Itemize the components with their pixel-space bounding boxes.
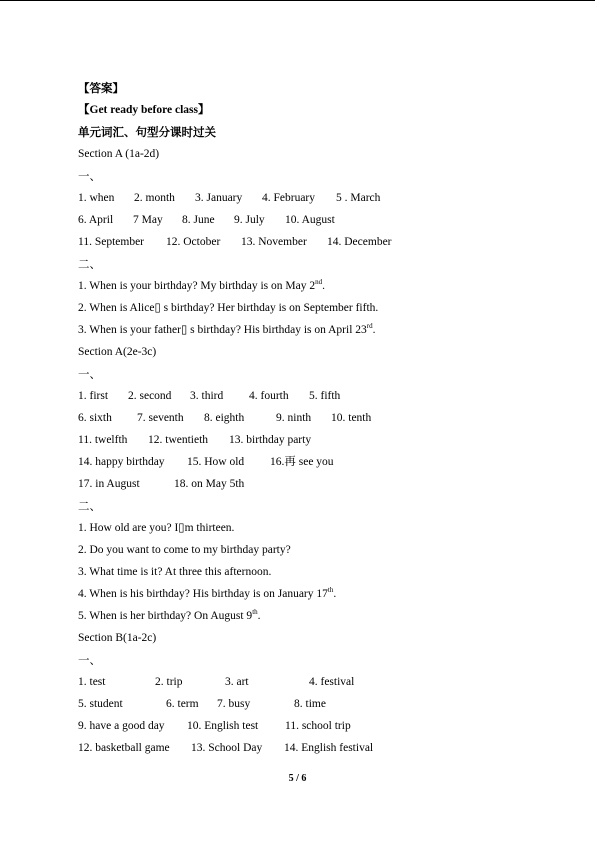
word-item: 11. school trip: [285, 720, 351, 732]
word-item: 5. student: [78, 698, 123, 710]
sentence: 2. Do you want to come to my birthday party?: [78, 544, 291, 556]
word-item: 13. birthday party: [229, 434, 312, 446]
word-item: 3. third: [190, 390, 224, 402]
word-item: 5. fifth: [309, 390, 341, 402]
word-item: 13. School Day: [191, 742, 263, 754]
word-item: 10. English test: [187, 720, 259, 732]
word-item: 3. January: [195, 192, 243, 204]
section-b1-part1-label: 一、: [78, 653, 101, 667]
sentence: 3. What time is it? At three this afternoon.: [78, 566, 272, 578]
subtitle: 单元词汇、句型分课时过关: [78, 125, 216, 139]
word-item: 1. test: [78, 676, 106, 688]
section-b1-title: Section B(1a-2c): [78, 632, 157, 644]
page-number: 5 / 6: [288, 773, 307, 784]
sentence: 1. When is your birthday? My birthday is on May 2nd.: [78, 278, 325, 292]
word-item: 18. on May 5th: [174, 478, 245, 490]
word-item: 12. twentieth: [148, 434, 209, 446]
sentence: 1. How old are you? I▯m thirteen.: [78, 522, 235, 534]
word-item: 6. term: [166, 698, 199, 710]
section-a1-title: Section A (1a-2d): [78, 148, 160, 160]
word-item: 4. February: [262, 192, 316, 204]
word-item: 2. second: [128, 390, 172, 402]
word-item: 4. festival: [309, 676, 355, 688]
word-item: 16.再 see you: [270, 456, 334, 468]
answer-title: 【答案】: [78, 81, 124, 95]
word-item: 12. October: [166, 236, 221, 248]
word-item: 12. basketball game: [78, 742, 170, 754]
word-item: 11. twelfth: [78, 434, 128, 446]
word-item: 9. ninth: [276, 412, 312, 424]
section-title: 【Get ready before class】: [78, 104, 210, 116]
word-item: 1. when: [78, 192, 115, 204]
word-item: 1. first: [78, 390, 109, 402]
word-item: 8. June: [182, 214, 215, 226]
word-item: 9. have a good day: [78, 720, 165, 732]
word-item: 8. time: [294, 698, 326, 710]
top-rule: [0, 0, 595, 1]
word-item: 14. English festival: [284, 742, 374, 754]
word-item: 15. How old: [187, 456, 245, 468]
sentence: 4. When is his birthday? His birthday is on January 17th.: [78, 586, 337, 600]
section-a2-part1-label: 一、: [78, 367, 101, 381]
word-item: 13. November: [241, 236, 307, 248]
section-a1-part2-label: 二、: [78, 257, 101, 271]
sentence: 2. When is Alice▯ s birthday? Her birthday is on September fifth.: [78, 302, 379, 314]
sentence: 5. When is her birthday? On August 9th.: [78, 608, 261, 622]
word-item: 8. eighth: [204, 412, 245, 424]
word-item: 9. July: [234, 214, 265, 226]
sentence: 3. When is your father▯ s birthday? His birthday is on April 23rd.: [78, 322, 376, 336]
word-item: 2. trip: [155, 676, 183, 688]
word-item: 10. August: [285, 214, 335, 226]
word-item: 3. art: [225, 676, 249, 688]
section-a2-title: Section A(2e-3c): [78, 346, 157, 358]
word-item: 10. tenth: [331, 412, 372, 424]
word-item: 7. seventh: [137, 412, 184, 424]
word-item: 7 May: [133, 214, 163, 226]
section-a2-part2-label: 二、: [78, 499, 101, 513]
word-item: 14. December: [327, 236, 392, 248]
word-item: 7. busy: [217, 698, 251, 710]
word-item: 14. happy birthday: [78, 456, 165, 468]
word-item: 11. September: [78, 236, 145, 248]
word-item: 2. month: [134, 192, 175, 204]
word-item: 6. April: [78, 214, 114, 226]
word-item: 4. fourth: [249, 390, 289, 402]
word-item: 17. in August: [78, 478, 140, 490]
word-item: 5 . March: [336, 192, 381, 204]
word-item: 6. sixth: [78, 412, 112, 424]
section-a1-part1-label: 一、: [78, 169, 101, 183]
